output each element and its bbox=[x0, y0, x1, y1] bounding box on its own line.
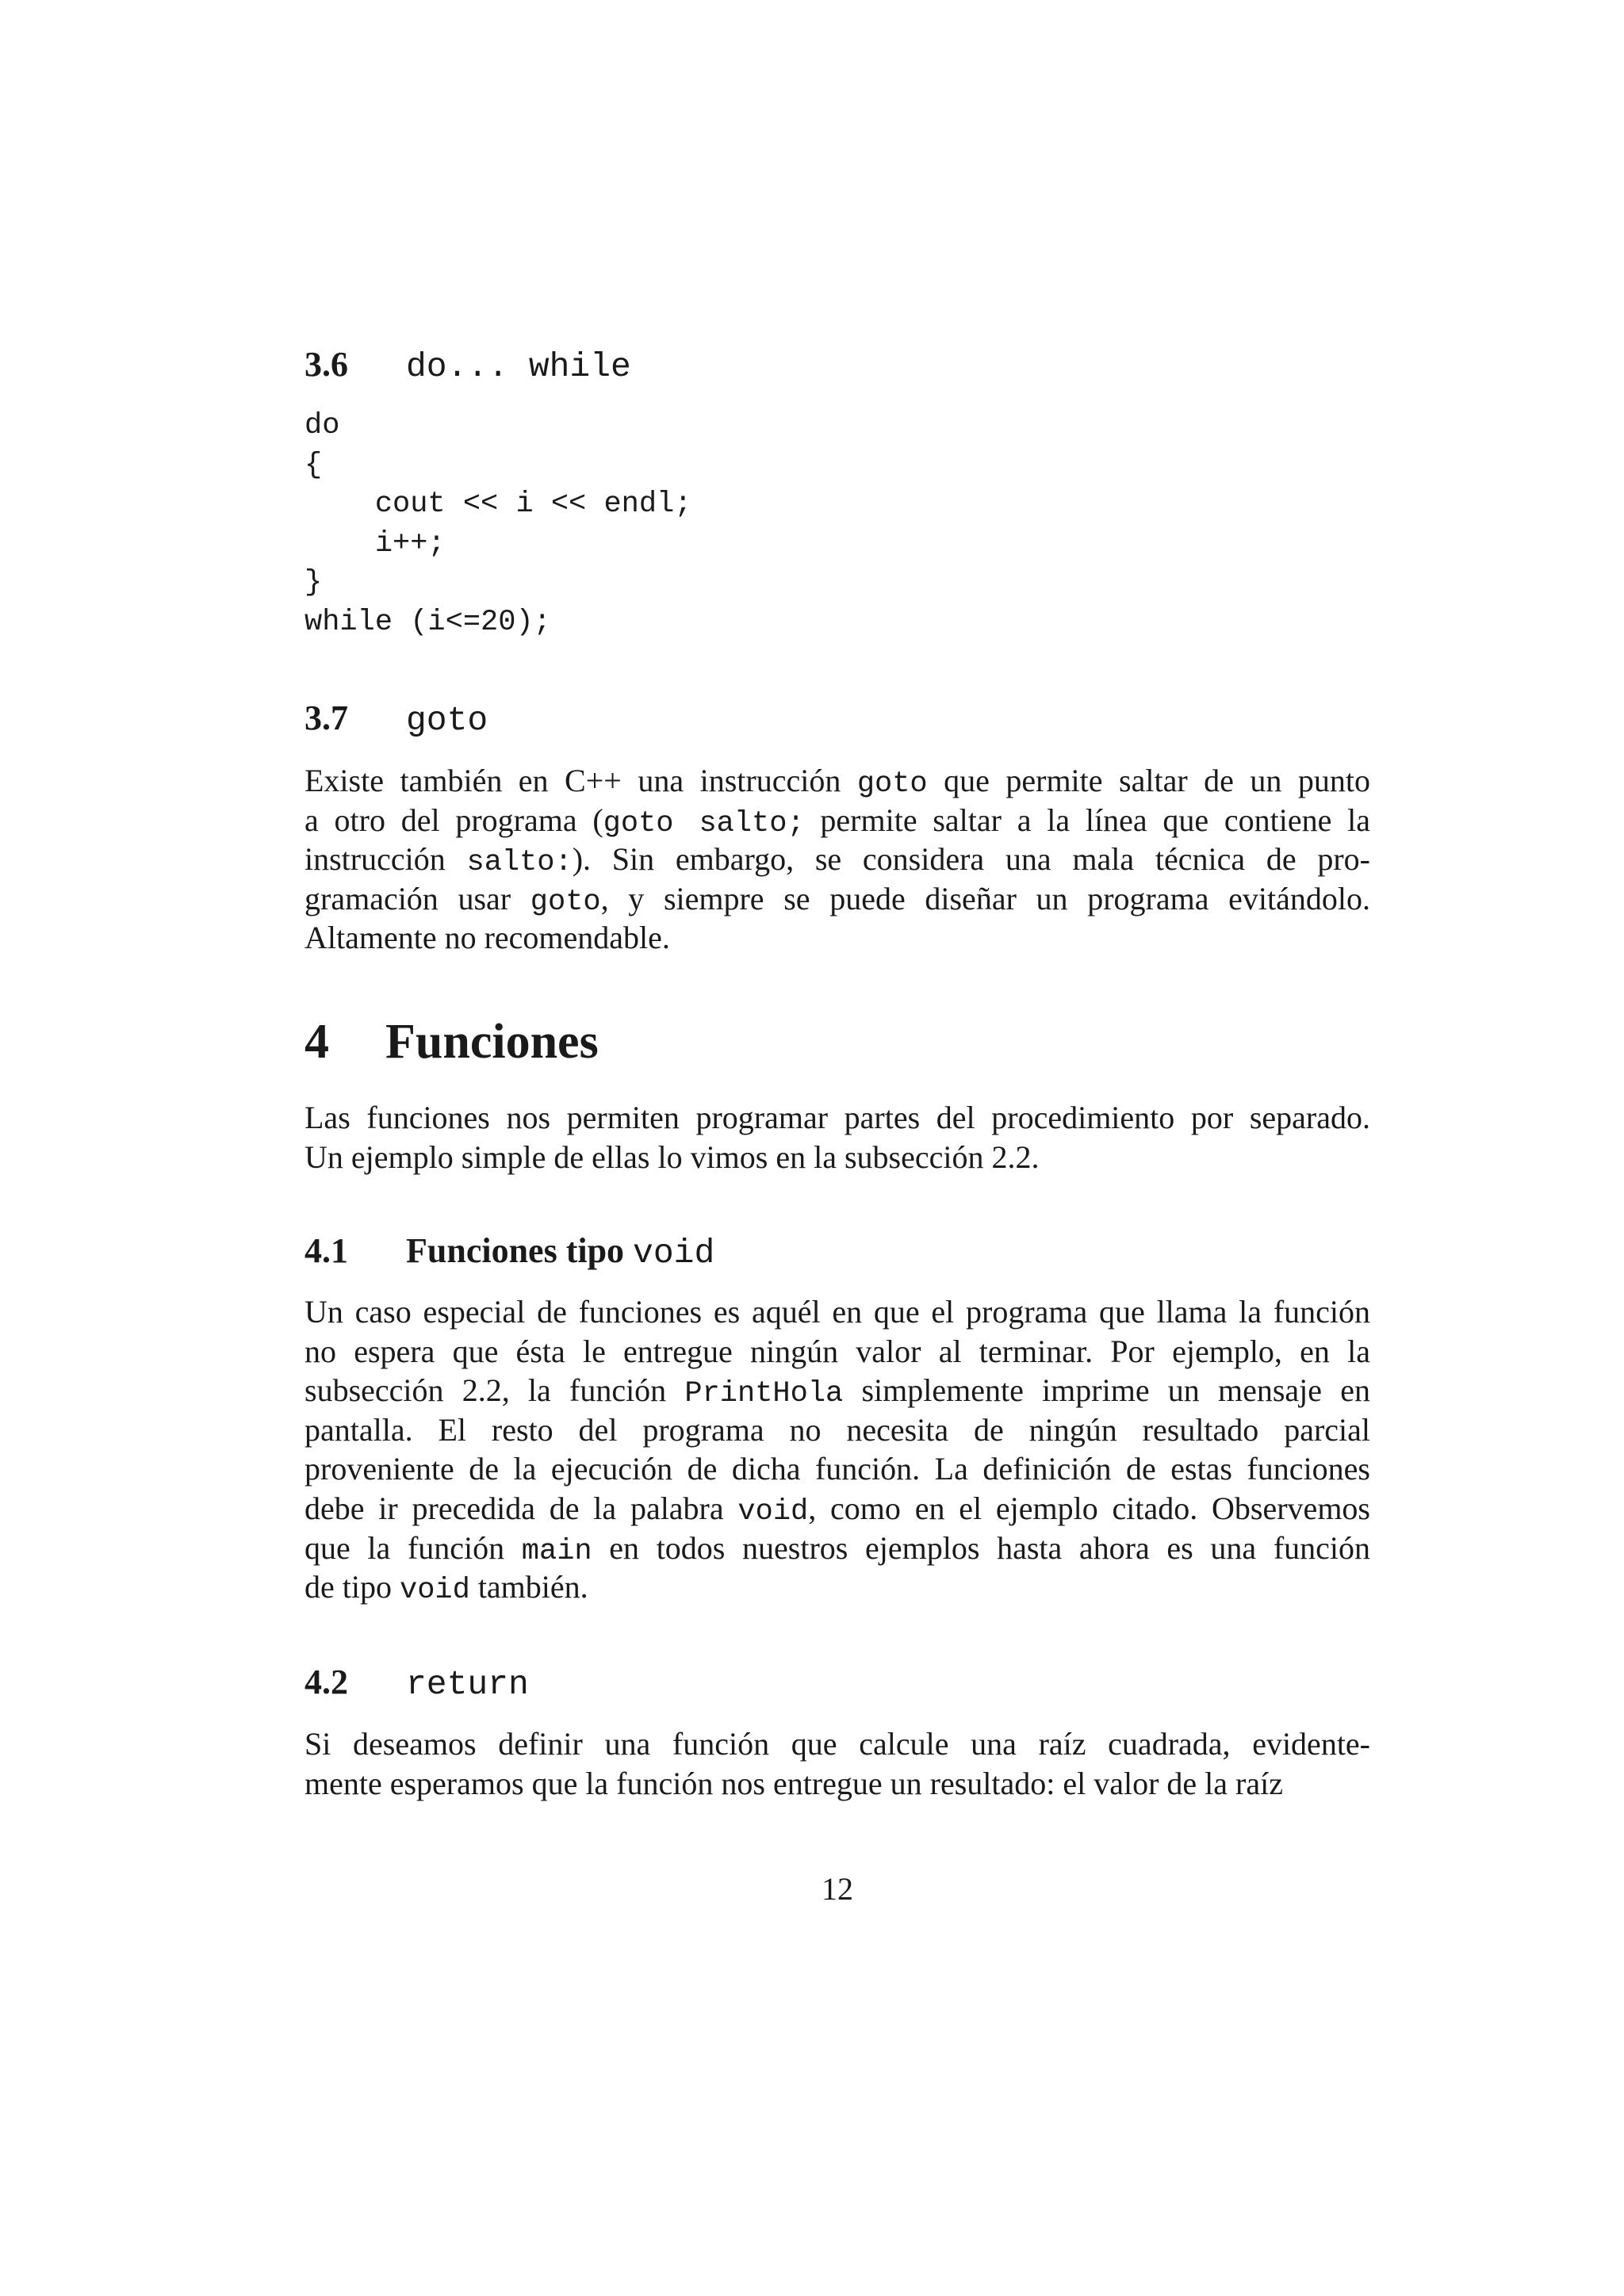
text-line bbox=[304, 801, 1370, 840]
text-line bbox=[304, 840, 1370, 879]
text-line bbox=[304, 761, 1370, 801]
chapter-heading-4 bbox=[304, 1013, 599, 1070]
paragraph-return bbox=[304, 1724, 1370, 1803]
section-title: goto bbox=[406, 701, 488, 740]
text-run: de tipo bbox=[304, 1569, 400, 1605]
text-run: no espera que ésta le entregue ningún valor al terminar. Por ejemplo, en la bbox=[304, 1333, 1370, 1369]
section-heading-3-6 bbox=[304, 342, 631, 389]
text-run: que la función bbox=[304, 1529, 522, 1566]
inline-code: goto bbox=[856, 767, 928, 801]
section-number: 4.1 bbox=[304, 1231, 348, 1270]
text-run: simplemente imprime un mensaje en bbox=[843, 1372, 1370, 1409]
page-number: 12 bbox=[822, 1871, 853, 1907]
section-number: 3.7 bbox=[304, 698, 348, 737]
code-block-do-while: do { cout << i << endl; i++; } while (i<=20); bbox=[304, 409, 692, 639]
text-line bbox=[304, 1332, 1370, 1372]
inline-code: goto salto; bbox=[603, 806, 805, 840]
section-heading-4-1 bbox=[304, 1229, 714, 1276]
inline-code: main bbox=[521, 1534, 592, 1568]
section-number: 3.6 bbox=[304, 345, 348, 384]
text-line bbox=[304, 918, 1370, 958]
paragraph-void bbox=[304, 1292, 1370, 1607]
text-run: , como en el ejemplo citado. Observemos bbox=[808, 1490, 1370, 1526]
inline-code: PrintHola bbox=[684, 1377, 844, 1411]
text-run: , y siempre se puede diseñar un programa evitándolo. bbox=[600, 880, 1370, 916]
text-line bbox=[304, 1764, 1370, 1804]
section-heading-4-2 bbox=[304, 1660, 529, 1707]
section-title: return bbox=[406, 1665, 529, 1704]
section-number: 4.2 bbox=[304, 1663, 348, 1701]
text-line bbox=[304, 1371, 1370, 1410]
paragraph-goto bbox=[304, 761, 1370, 958]
text-run: debe ir precedida de la palabra bbox=[304, 1490, 738, 1526]
text-line bbox=[304, 879, 1370, 919]
text-run: permite saltar a la línea que contiene la bbox=[804, 802, 1370, 838]
text-run: ). Sin embargo, se considera una mala técnica de pro- bbox=[572, 841, 1371, 878]
chapter-title: Funciones bbox=[385, 1015, 599, 1069]
text-line bbox=[304, 1489, 1370, 1529]
inline-code: void bbox=[737, 1494, 809, 1529]
text-line bbox=[304, 1292, 1370, 1332]
chapter-number: 4 bbox=[304, 1015, 329, 1069]
text-run: Si deseamos definir una función que calcule una raíz cuadrada, evidente- bbox=[304, 1726, 1370, 1762]
inline-code: void bbox=[399, 1574, 470, 1608]
text-run: en todos nuestros ejemplos hasta ahora es una función bbox=[592, 1529, 1370, 1566]
text-line bbox=[304, 1567, 1370, 1607]
section-title-code: void bbox=[633, 1234, 715, 1272]
text-run: subsección 2.2, la función bbox=[304, 1372, 685, 1409]
text-line bbox=[304, 1098, 1370, 1138]
text-line bbox=[304, 1449, 1370, 1489]
paragraph-funciones bbox=[304, 1098, 1370, 1177]
text-line bbox=[304, 1529, 1370, 1568]
inline-code: salto: bbox=[466, 846, 573, 880]
inline-code: goto bbox=[530, 885, 601, 919]
text-run: a otro del programa ( bbox=[304, 802, 603, 838]
section-heading-3-7 bbox=[304, 696, 488, 743]
text-run: Existe también en C++ una instrucción bbox=[304, 763, 857, 798]
text-line bbox=[304, 1138, 1370, 1177]
section-title: do... while bbox=[406, 347, 631, 386]
text-line bbox=[304, 1410, 1370, 1450]
text-run: Altamente no recomendable. bbox=[304, 920, 670, 956]
text-run: Un ejemplo simple de ellas lo vimos en la subsección 2.2. bbox=[304, 1138, 1040, 1175]
text-run: Un caso especial de funciones es aquél en que el programa que llama la función bbox=[304, 1294, 1370, 1330]
text-run: que permite saltar de un punto bbox=[927, 763, 1370, 798]
text-run: instrucción bbox=[304, 841, 467, 878]
text-run: también. bbox=[469, 1569, 588, 1605]
section-title: Funciones tipo bbox=[406, 1231, 625, 1270]
text-run: proveniente de la ejecución de dicha función. La definición de estas funciones bbox=[304, 1451, 1370, 1487]
text-run: pantalla. El resto del programa no necesita de ningún resultado parcial bbox=[304, 1411, 1370, 1448]
text-line bbox=[304, 1724, 1370, 1764]
text-run: Las funciones nos permiten programar partes del procedimiento por separado. bbox=[304, 1100, 1370, 1135]
text-run: mente esperamos que la función nos entregue un resultado: el valor de la raíz bbox=[304, 1765, 1283, 1801]
text-run: gramación usar bbox=[304, 880, 530, 916]
